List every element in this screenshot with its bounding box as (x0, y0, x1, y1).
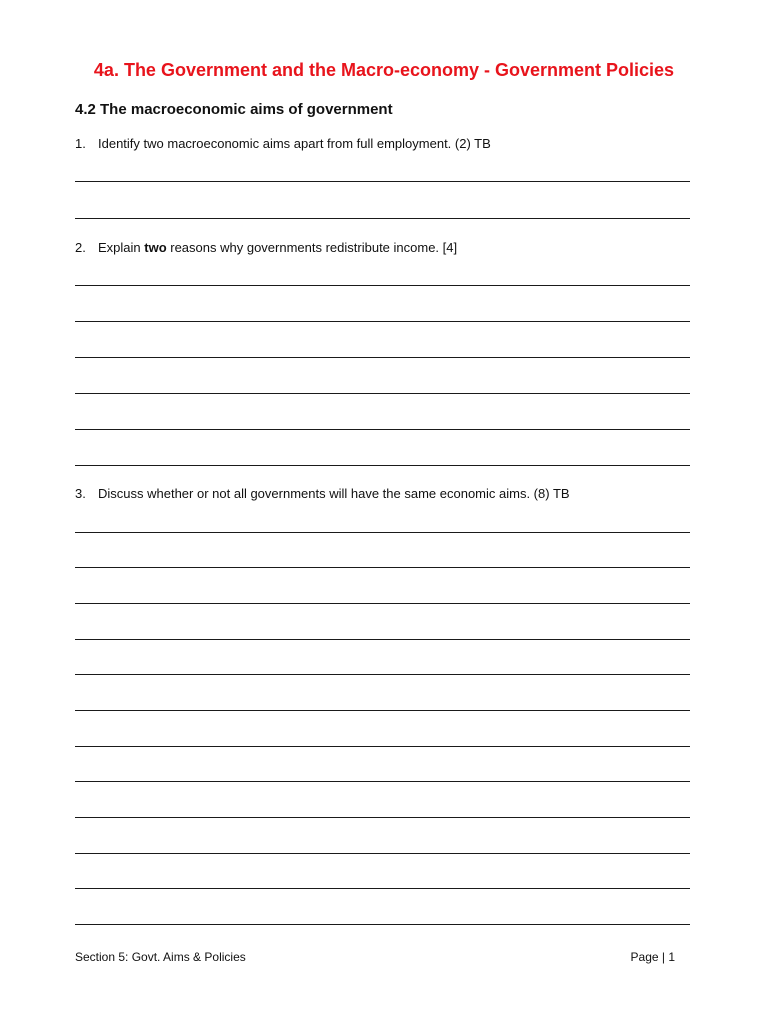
question-number: 2. (75, 240, 86, 255)
answer-line[interactable] (75, 218, 690, 219)
answer-line[interactable] (75, 817, 690, 818)
answer-line[interactable] (75, 181, 690, 182)
answer-line[interactable] (75, 532, 690, 533)
answer-line[interactable] (75, 567, 690, 568)
question-text: Explain two reasons why governments redistribute income. [4] (98, 240, 458, 255)
answer-line[interactable] (75, 357, 690, 358)
question-text: Identify two macroeconomic aims apart from full employment. (2) TB (98, 136, 491, 151)
footer-section-label: Section 5: Govt. Aims & Policies (75, 950, 246, 964)
answer-line[interactable] (75, 888, 690, 889)
answer-line[interactable] (75, 781, 690, 782)
question-2 (75, 240, 690, 255)
answer-line[interactable] (75, 639, 690, 640)
answer-line[interactable] (75, 924, 690, 925)
answer-line[interactable] (75, 603, 690, 604)
answer-line[interactable] (75, 429, 690, 430)
question-number: 1. (75, 136, 86, 151)
section-heading: 4.2 The macroeconomic aims of government (75, 101, 393, 118)
question-1 (75, 136, 690, 151)
answer-line[interactable] (75, 746, 690, 747)
answer-line[interactable] (75, 321, 690, 322)
page-footer (75, 950, 675, 964)
answer-line[interactable] (75, 853, 690, 854)
answer-line[interactable] (75, 285, 690, 286)
answer-line[interactable] (75, 710, 690, 711)
question-number: 3. (75, 486, 86, 501)
page-title: 4a. The Government and the Macro-economy - Government Policies (93, 60, 675, 80)
answer-line[interactable] (75, 465, 690, 466)
answer-line[interactable] (75, 674, 690, 675)
question-text: Discuss whether or not all governments will have the same economic aims. (8) TB (98, 486, 570, 501)
page-number: Page | 1 (630, 950, 675, 964)
question-3 (75, 486, 690, 501)
answer-line[interactable] (75, 393, 690, 394)
